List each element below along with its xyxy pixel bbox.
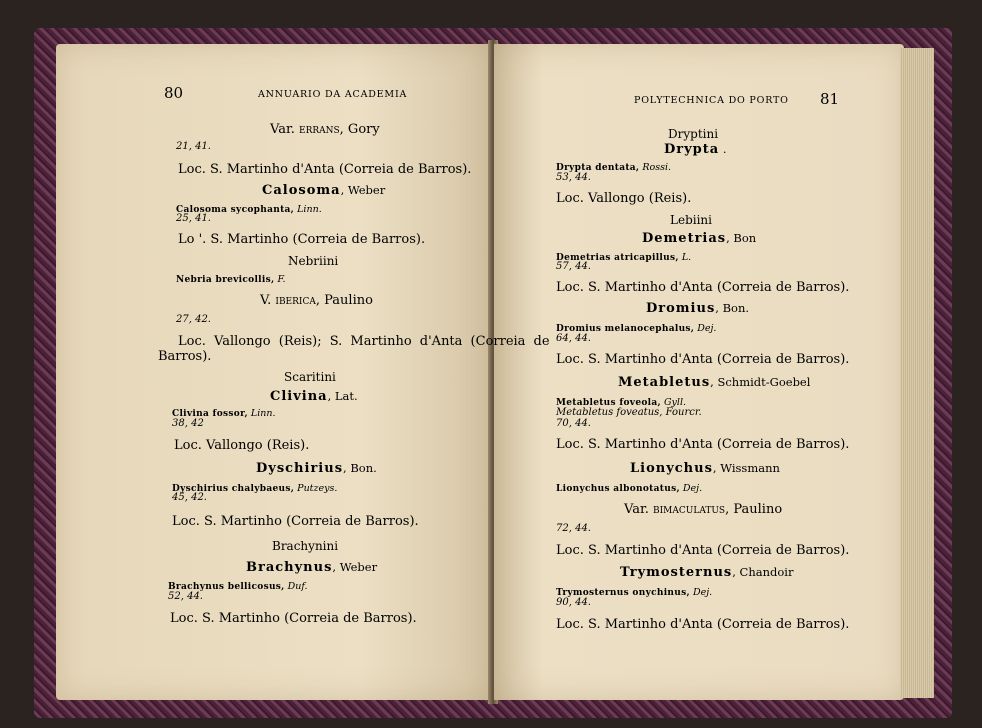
reference-line: 57, 44. [556,261,591,272]
locality-line: Loc. S. Martinho d'Anta (Correia de Barros). [556,352,850,367]
genus-heading: Clivina, Lat. [270,389,358,404]
locality-line: Barros). [158,349,212,364]
species-line: Brachynus bellicosus, Duf. [168,581,308,592]
locality-line: Loc. S. Martinho (Correia de Barros). [172,514,419,529]
tribe-heading: Lebiini [670,213,712,227]
species-line: Calosoma sycophanta, Linn. [176,204,322,215]
tribe-heading: Dryptini [668,127,719,141]
page-edges [900,48,934,698]
locality-line: Loc. S. Martinho (Correia de Barros). [170,611,417,626]
species-line: Clivina fossor, Linn. [172,408,276,419]
genus-heading: Calosoma, Weber [262,183,386,198]
running-head-right: POLYTECHNICA DO PORTO [634,95,789,106]
genus-heading: Brachynus, Weber [246,560,378,575]
reference-line: 45, 42. [172,492,207,503]
reference-line: 21, 41. [176,141,211,152]
species-line: Lionychus albonotatus, Dej. [556,483,703,494]
locality-line: Loc. S. Martinho d'Anta (Correia de Barros). [556,437,850,452]
locality-line: Loc. S. Martinho d'Anta (Correia de Barros). [178,162,472,177]
reference-line: 70, 44. [556,418,591,429]
reference-line: 64, 44. [556,333,591,344]
locality-line: Loc. S. Martinho d'Anta (Correia de Barros). [556,280,850,295]
running-head-left: ANNUARIO DA ACADEMIA [258,89,408,100]
reference-line: 25, 41. [176,213,211,224]
genus-heading: Lionychus, Wissmann [630,461,780,476]
species-line: Trymosternus onychinus, Dej. [556,587,713,598]
reference-line: 53, 44. [556,172,591,183]
genus-heading: Dromius, Bon. [646,301,750,316]
variety-line: V. iberica, Paulino [260,293,373,308]
species-line: Nebria brevicollis, F. [176,274,286,285]
tribe-heading: Scaritini [284,370,336,384]
variety-line: Var. bimaculatus, Paulino [624,502,783,517]
locality-line: Loc. S. Martinho d'Anta (Correia de Barros). [556,617,850,632]
locality-line: Loc. Vallongo (Reis). [174,438,310,453]
left-page [56,44,490,700]
reference-line: 72, 44. [556,523,591,534]
species-line: Metabletus foveola, Gyll. [556,397,687,408]
species-line: Dyschirius chalybaeus, Putzeys. [172,483,338,494]
tribe-heading: Brachynini [272,539,339,553]
reference-line: 27, 42. [176,314,211,325]
genus-heading: Demetrias, Bon [642,231,757,246]
tribe-heading: Nebriini [288,254,339,268]
locality-line: Loc. Vallongo (Reis); S. Martinho d'Anta (Correia de [178,334,550,349]
reference-line: 90, 44. [556,597,591,608]
locality-line: Loc. Vallongo (Reis). [556,191,692,206]
genus-heading: Metabletus, Schmidt-Goebel [618,375,811,390]
species-line: Dromius melanocephalus, Dej. [556,323,717,334]
species-line: Drypta dentata, Rossi. [556,162,672,173]
reference-line: 52, 44. [168,591,203,602]
page-number-right: 81 [820,90,840,108]
reference-line: 38, 42 [172,418,204,429]
genus-heading: Dyschirius, Bon. [256,461,377,476]
genus-heading: Drypta . [664,142,727,157]
variety-line: Var. errans, Gory [270,122,380,137]
synonym-line: Metabletus foveatus, Fourcr. [556,407,702,418]
genus-heading: Trymosternus, Chandoir [620,565,794,580]
locality-line: Loc. S. Martinho d'Anta (Correia de Barros). [556,543,850,558]
locality-line: Lo '. S. Martinho (Correia de Barros). [178,232,426,247]
page-number-left: 80 [164,84,184,102]
species-line: Demetrias atricapillus, L. [556,252,692,263]
